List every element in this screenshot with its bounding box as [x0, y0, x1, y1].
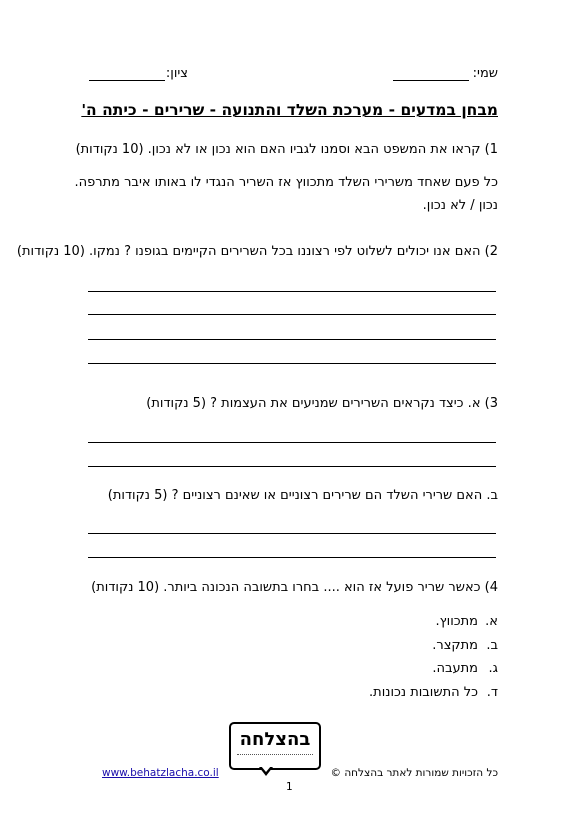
answer-line[interactable]: [88, 533, 496, 534]
page-number: 1: [286, 781, 293, 793]
name-label: שמי:: [472, 66, 498, 81]
page-title: מבחן במדעים - מערכת השלד והתנועה - שרירים - כיתה ה': [81, 101, 498, 119]
question-2-text: 2) האם אנו יכולים לשלוט לפי רצוננו בכל השרירים הקיימים בגופנו ? נמקו. (10 נקודות): [16, 244, 498, 259]
option-text: מתקצר.: [432, 638, 478, 653]
question-1-statement: כל פעם שאחד משרירי השלד מתכווץ אז השריר הנגדי לו באותו איבר מתרפה.: [74, 175, 498, 190]
option-letter: ב.: [486, 638, 498, 653]
logo-speech-tail-inner: [261, 766, 271, 772]
website-link[interactable]: www.behatzlacha.co.il: [102, 767, 219, 779]
option-letter: ג.: [488, 661, 498, 676]
name-blank-line[interactable]: [393, 80, 469, 81]
question-4-option-c[interactable]: [432, 661, 498, 677]
question-3a-text: 3) א. כיצד נקראים השרירים שמניעים את העצמות ? (5 נקודות): [146, 396, 498, 411]
behatzlacha-logo: [229, 722, 321, 770]
logo-tagline-decoration: [237, 754, 313, 758]
option-text: מתכווץ.: [435, 614, 478, 629]
answer-line[interactable]: [88, 363, 496, 364]
question-4-option-b[interactable]: [432, 638, 498, 654]
option-text: כל התשובות נכונות.: [369, 685, 478, 700]
answer-line[interactable]: [88, 291, 496, 292]
answer-line[interactable]: [88, 557, 496, 558]
option-text: מתעבה.: [432, 661, 478, 676]
answer-line[interactable]: [88, 442, 496, 443]
answer-line[interactable]: [88, 339, 496, 340]
grade-blank-line[interactable]: [89, 80, 165, 81]
logo-text: בהצלחה: [239, 729, 311, 750]
answer-line[interactable]: [88, 314, 496, 315]
question-4-option-a[interactable]: [436, 614, 498, 630]
copyright-notice: כל הזכויות שמורות לאתר בהצלחה ©: [330, 767, 498, 779]
question-3b-text: ב. האם שרירי השלד הם שרירים רצוניים או שאינם רצוניים ? (5 נקודות): [107, 488, 498, 503]
grade-label: ציון:: [165, 66, 188, 81]
question-4-text: 4) כאשר שריר פועל אז הוא .... בחרו בתשובה הנכונה ביותר. (10 נקודות): [91, 580, 498, 595]
question-4-option-d[interactable]: [369, 685, 498, 701]
option-letter: א.: [485, 614, 498, 629]
option-letter: ד.: [486, 685, 498, 700]
question-1-text: 1) קראו את המשפט הבא וסמנו לגביו האם הוא נכון או לא נכון. (10 נקודות): [75, 142, 498, 157]
question-1-answer-options[interactable]: נכון / לא נכון.: [422, 198, 498, 213]
answer-line[interactable]: [88, 466, 496, 467]
